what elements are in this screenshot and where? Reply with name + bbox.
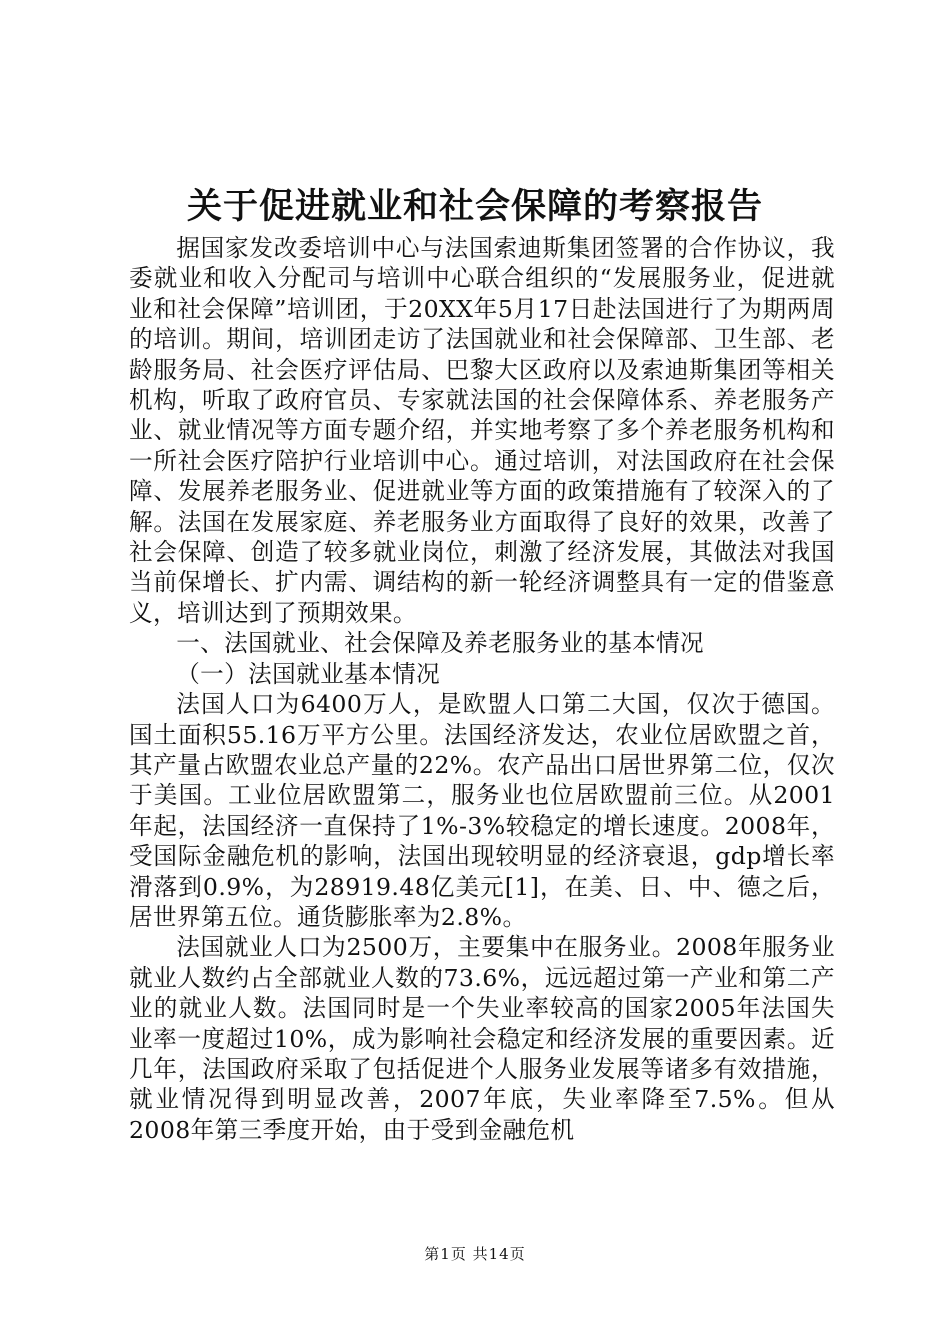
paragraph-population: 法国人口为6400万人，是欧盟人口第二大国，仅次于德国。国土面积55.16万平方公里。法国经济发达，农业位居欧盟之首，其产量占欧盟农业总产量的22%。农产品出口居世界第二位，仅次于美国。工业位居欧盟第二，服务业也位居欧盟前三位。从2001年起，法国经济一直保持了1%-3%较稳定的增长速度。2008年，受国际金融危机的影响，法国出现较明显的经济衰退，gdp增长率滑落到0.9%，为28919.48亿美元[1]，在美、日、中、德之后，居世界第五位。通货膨胀率为2.8%。 [129, 690, 835, 931]
section-heading: 一、法国就业、社会保障及养老服务业的基本情况 [176, 629, 705, 658]
paragraph-intro: 据国家发改委培训中心与法国索迪斯集团签署的合作协议，我委就业和收入分配司与培训中心联合组织的“发展服务业，促进就业和社会保障”培训团，于20XX年5月17日赴法国进行了为期两周的培训。期间，培训团走访了法国就业和社会保障部、卫生部、老龄服务局、社会医疗评估局、巴黎大区政府以及索迪斯集团等相关机构，听取了政府官员、专家就法国的社会保障体系、养老服务产业、就业情况等方面专题介绍，并实地考察了多个养老服务机构和一所社会医疗陪护行业培训中心。通过培训，对法国政府在社会保障、发展养老服务业、促进就业等方面的政策措施有了较深入的了解。法国在发展家庭、养老服务业方面取得了良好的效果，改善了社会保障、创造了较多就业岗位，刺激了经济发展，其做法对我国当前保增长、扩内需、调结构的新一轮经济调整具有一定的借鉴意义，培训达到了预期效果。 [129, 234, 835, 627]
subsection-heading: （一）法国就业基本情况 [176, 659, 441, 688]
paragraph-employment: 法国就业人口为2500万，主要集中在服务业。2008年服务业就业人数约占全部就业人数的73.6%，远远超过第一产业和第二产业的就业人数。法国同时是一个失业率较高的国家2005年法国失业率一度超过10%，成为影响社会稳定和经济发展的重要因素。近几年，法国政府采取了包括促进个人服务业发展等诸多有效措施，就业情况得到明显改善，2007年底，失业率降至7.5%。但从2008年第三季度开始，由于受到金融危机 [129, 933, 835, 1144]
document-body [129, 233, 835, 1145]
page-footer: 第1页 共14页 [424, 1245, 526, 1263]
document-title: 关于促进就业和社会保障的考察报告 [186, 186, 763, 227]
